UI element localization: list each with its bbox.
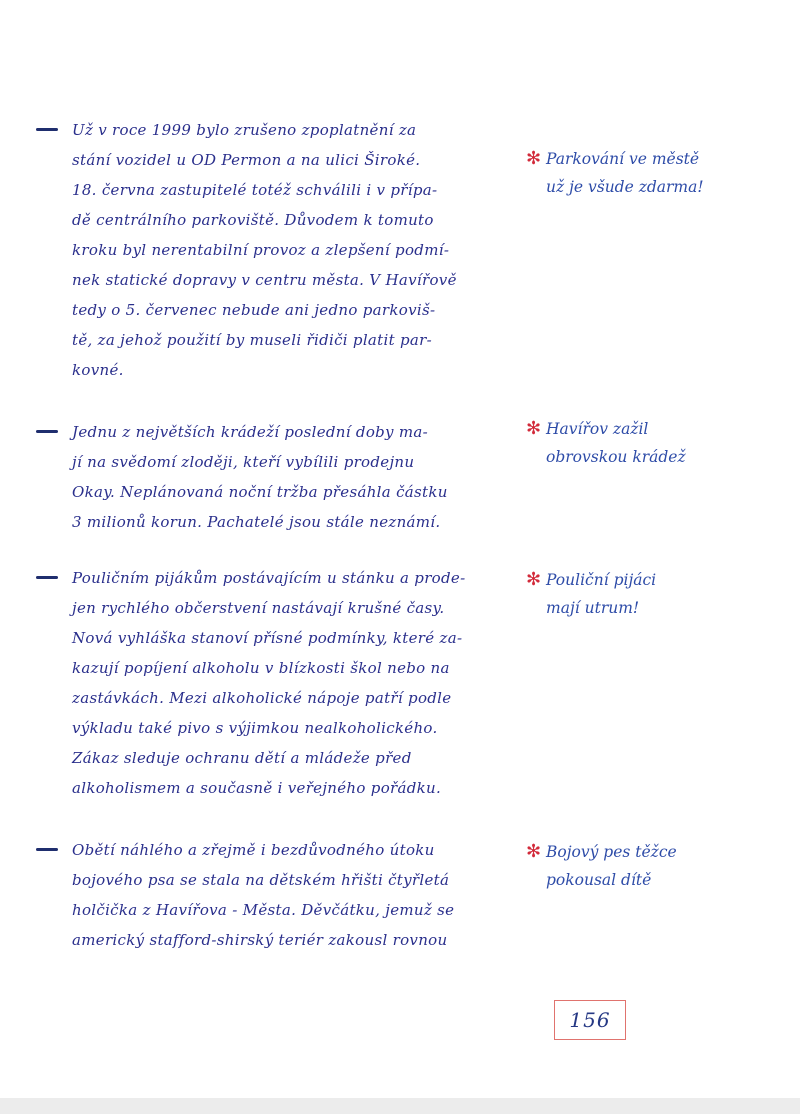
text-line: kroku byl nerentabilní provoz a zlepšení podmí- — [72, 241, 450, 259]
asterisk-icon: ✻ — [526, 841, 542, 862]
entry-dash — [36, 128, 58, 131]
text-line: Už v roce 1999 bylo zrušeno zpoplatnění za — [72, 121, 417, 139]
entry-text — [72, 835, 536, 955]
text-line: kazují popíjení alkoholu v blízkosti škol nebo na — [72, 659, 450, 677]
text-line: holčička z Havířova - Města. Děvčátku, jemuž se — [72, 901, 455, 919]
note-text — [546, 838, 677, 894]
text-line: americký stafford-shirský teriér zakousl rovnou — [72, 931, 448, 949]
text-line: dě centrálního parkoviště. Důvodem k tomuto — [72, 211, 434, 229]
text-line: stání vozidel u OD Permon a na ulici Široké. — [72, 151, 421, 169]
text-line: Obětí náhlého a zřejmě i bezdůvodného útoku — [72, 841, 435, 859]
asterisk-icon: ✻ — [526, 148, 542, 169]
text-line: jen rychlého občerstvení nastávají krušné časy. — [72, 599, 445, 617]
entry-text — [72, 115, 536, 385]
text-line: 18. června zastupitelé totéž schválili i v přípa- — [72, 181, 438, 199]
page-number-box — [554, 1000, 626, 1040]
entry-text — [72, 417, 536, 537]
text-line: Okay. Neplánovaná noční tržba přesáhla částku — [72, 483, 448, 501]
note-line: pokousal dítě — [546, 871, 652, 889]
entry-dash — [36, 848, 58, 851]
page-number: 156 — [569, 1008, 611, 1032]
note-text — [546, 415, 686, 471]
asterisk-icon: ✻ — [526, 418, 542, 439]
text-line: alkoholismem a současně i veřejného pořádku. — [72, 779, 442, 797]
scan-bottom-edge — [0, 1098, 800, 1114]
text-line: tě, za jehož použití by museli řidiči platit par- — [72, 331, 432, 349]
text-line: jí na svědomí zloději, kteří vybílili prodejnu — [72, 453, 415, 471]
text-line: Nová vyhláška stanoví přísné podmínky, které za- — [72, 629, 463, 647]
text-line: Pouličním pijákům postávajícím u stánku a prode- — [72, 569, 466, 587]
note-text — [546, 145, 704, 201]
note-text — [546, 566, 656, 622]
entry-dash — [36, 576, 58, 579]
text-line: Jednu z největších krádeží poslední doby ma- — [72, 423, 429, 441]
text-line: 3 milionů korun. Pachatelé jsou stále neznámí. — [72, 513, 441, 531]
entry-text — [72, 563, 536, 803]
note-line: obrovskou krádež — [546, 448, 686, 466]
text-line: zastávkách. Mezi alkoholické nápoje patří podle — [72, 689, 452, 707]
note-line: Pouliční pijáci — [546, 571, 657, 589]
text-line: Zákaz sleduje ochranu dětí a mládeže před — [72, 749, 412, 767]
text-line: bojového psa se stala na dětském hřišti čtyřletá — [72, 871, 450, 889]
text-line: kovné. — [72, 361, 124, 379]
entry-dash — [36, 430, 58, 433]
text-line: tedy o 5. červenec nebude ani jedno parkoviš- — [72, 301, 436, 319]
note-line: Havířov zažil — [546, 420, 649, 438]
note-line: Bojový pes těžce — [546, 843, 677, 861]
note-line: Parkování ve městě — [546, 150, 700, 168]
asterisk-icon: ✻ — [526, 569, 542, 590]
note-line: už je všude zdarma! — [546, 178, 704, 196]
note-line: mají utrum! — [546, 599, 640, 617]
text-line: výkladu také pivo s výjimkou nealkoholického. — [72, 719, 438, 737]
text-line: nek statické dopravy v centru města. V Havířově — [72, 271, 457, 289]
